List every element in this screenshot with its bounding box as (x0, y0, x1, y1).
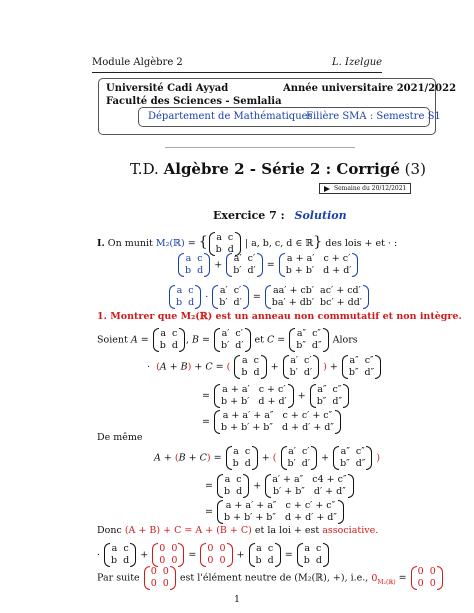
header-rule (92, 72, 382, 73)
multiplication-law: a c b d · a′ c′ b′ d′ = aa′ + cb′ ac′ + cd′ ba′ + db′ bc′ + dd′ (168, 285, 370, 309)
de-meme-text: De même (97, 432, 143, 443)
exercise-label: Exercice 7 : (213, 209, 285, 222)
donc-text: Donc (97, 525, 122, 536)
neutral-element-eq: · a c b d + 0 0 0 0 = 0 0 0 0 + a c b d = a c b d (97, 543, 330, 567)
set-name: M₂(ℝ) (155, 238, 185, 249)
par-suite-text: Par suite (97, 572, 140, 584)
assoc-right-2: = a c b d + a′ + a″ c4 + c″ b′ + b″ d′ + d″ (205, 474, 355, 498)
module-title: Module Algèbre 2 (92, 57, 183, 68)
set-definition: | a, b, c, d ∈ ℝ (244, 238, 314, 249)
title-prefix: T.D. (130, 160, 159, 178)
assoc-left-2: = a + a′ c + c′ b + b′ d + d′ + a″ c″ b″ d″ (202, 384, 350, 408)
neutral-element-text: Par suite 0 0 0 0 est l'élément neutre de (M₂(ℝ), +), i.e., $0_{M_2(ℝ)}$ = 0 0 0 0 (97, 566, 444, 590)
author-name: L. Izelgue (332, 57, 383, 68)
page-title (130, 160, 426, 178)
title-separator (165, 147, 355, 148)
part-i-label: I. (97, 238, 105, 249)
addition-law: a c b d + a′ c′ b′ d′ = a + a′ c + c′ b + b′ d + d′ (177, 253, 359, 277)
exercise-heading (213, 209, 347, 222)
page-number: 1 (234, 594, 241, 605)
generic-matrix: a c b d (208, 232, 242, 256)
assoc-left-1: · (A + B) + C = ( a c b d + a′ c′ b′ d′ ) + a″ c″ b″ d″ (147, 355, 382, 379)
faculty-name: Faculté des Sciences - Semlalia (106, 96, 282, 107)
question-1: 1. Montrer que M₂(ℝ) est un anneau non commutatif et non intègre. (97, 311, 462, 322)
university-name: Université Cadi Ayyad (106, 83, 229, 94)
date-tag (319, 183, 411, 194)
title-number: (3) (404, 160, 426, 178)
alors-text: Alors (332, 334, 358, 346)
intro-text: On munit (107, 238, 153, 249)
zero-symbol: 0 (371, 572, 378, 584)
assoc-right-1: A + (B + C) = a c b d + ( a′ c′ b′ d′ + a″ c″ b″ d″ ) (154, 446, 381, 469)
law-text: et la loi + est (254, 525, 320, 536)
assoc-left-3: = a + a′ + a″ c + c′ + c″ b + b′ + b″ d + d′ + d″ (202, 410, 342, 434)
associative-word: associative. (322, 525, 379, 536)
assoc-right-3: = a + a′ + a″ c + c′ + c″ b + b′ + b″ d + d′ + d″ (205, 500, 345, 524)
definitions-line: Soient A = a c b d , B = a′ c′ b′ d′ et C = a″ c″ b″ d″ Alors (97, 328, 358, 351)
solution-label: Solution (294, 209, 347, 222)
program-name: Filière SMA : Semestre S1 (306, 111, 441, 122)
laws-text: des lois + et · : (325, 238, 398, 249)
associativity-expr: (A + B) + C = A + (B + C) (124, 525, 252, 536)
play-icon (324, 186, 330, 192)
zero-subscript: M₂(ℝ) (377, 578, 396, 586)
title-main: Algèbre 2 - Série 2 : Corrigé (163, 160, 400, 178)
part-i-intro: I. On munit M₂(ℝ) = { a c b d | a, b, c, d ∈ ℝ} des lois + et · : (97, 231, 398, 255)
date-text: Semaine du 20/12/2021 (334, 185, 407, 192)
neutral-desc: est l'élément neutre de (M₂(ℝ), +), i.e., (179, 572, 369, 584)
department-name: Département de Mathématiques (148, 111, 313, 122)
conclusion-associative (97, 525, 378, 536)
soient-text: Soient (97, 334, 128, 346)
academic-year: Année universitaire 2021/2022 (283, 83, 457, 94)
